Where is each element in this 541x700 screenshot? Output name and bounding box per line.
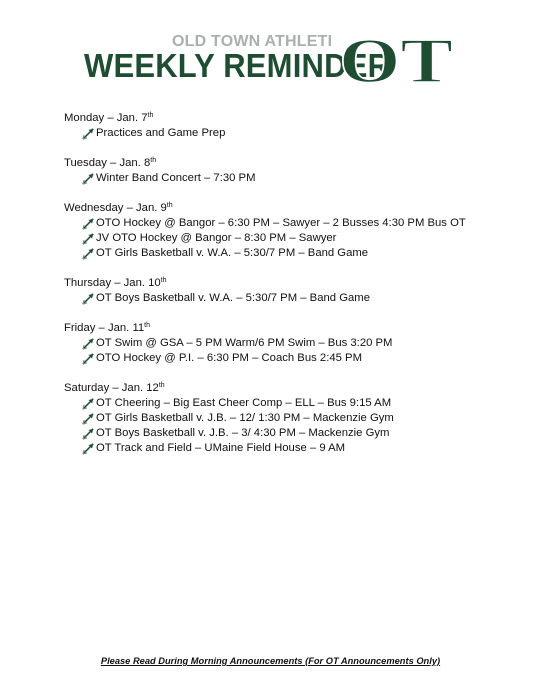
arrow-bullet-icon	[81, 396, 96, 411]
event-list	[64, 291, 524, 306]
footer-note: Please Read During Morning Announcements (For OT Announcements Only)	[100, 656, 441, 666]
page-header	[84, 30, 456, 88]
event-text: OT Girls Basketball v. J.B. – 12/ 1:30 PM – Mackenzie Gym	[96, 412, 394, 424]
event-item	[81, 231, 524, 246]
event-item	[81, 336, 524, 351]
arrow-bullet-icon	[81, 351, 96, 366]
day-block	[64, 111, 524, 141]
event-text: OT Track and Field – UMaine Field House – 9 AM	[96, 442, 346, 454]
event-text: OTO Hockey @ Bangor – 6:30 PM – Sawyer – 2 Busses 4:30 PM Bus OT	[96, 217, 466, 229]
arrow-bullet-icon	[81, 336, 96, 351]
day-label: Tuesday – Jan. 8	[64, 157, 151, 169]
event-text: OT Boys Basketball v. J.B. – 3/ 4:30 PM – Mackenzie Gym	[96, 427, 390, 439]
day-title	[64, 381, 524, 396]
event-text: OTO Hockey @ P.I. – 6:30 PM – Coach Bus 2:45 PM	[96, 352, 362, 364]
arrow-bullet-icon	[81, 411, 96, 426]
arrow-bullet-icon	[81, 246, 96, 261]
day-suffix: th	[147, 112, 154, 119]
day-title	[64, 111, 524, 126]
day-label: Friday – Jan. 11	[64, 322, 145, 334]
day-block	[64, 321, 524, 366]
event-item	[81, 126, 524, 141]
day-title	[64, 156, 524, 171]
event-item	[81, 171, 524, 186]
arrow-bullet-icon	[81, 216, 96, 231]
event-item	[81, 411, 524, 426]
arrow-bullet-icon	[81, 231, 96, 246]
day-block	[64, 381, 524, 456]
event-item	[81, 351, 524, 366]
header-subtitle: OLD TOWN ATHLETI	[172, 33, 333, 50]
event-text: Winter Band Concert – 7:30 PM	[96, 172, 256, 184]
event-item	[81, 291, 524, 306]
day-suffix: th	[166, 202, 173, 209]
schedule-list	[64, 111, 524, 471]
day-block	[64, 156, 524, 186]
event-text: Practices and Game Prep	[96, 127, 226, 139]
arrow-bullet-icon	[81, 426, 96, 441]
day-suffix: th	[150, 157, 157, 164]
event-text: OT Cheering – Big East Cheer Comp – ELL – Bus 9:15 AM	[96, 397, 392, 409]
arrow-bullet-icon	[81, 441, 96, 456]
day-title	[64, 321, 524, 336]
event-item	[81, 426, 524, 441]
event-text: OT Girls Basketball v. W.A. – 5:30/7 PM – Band Game	[96, 247, 369, 259]
event-text: OT Boys Basketball v. W.A. – 5:30/7 PM – Band Game	[96, 292, 370, 304]
event-list	[64, 216, 524, 261]
day-label: Wednesday – Jan. 9	[64, 202, 167, 214]
day-suffix: th	[158, 382, 165, 389]
event-list	[64, 171, 524, 186]
event-list	[64, 396, 524, 456]
event-item	[81, 216, 524, 231]
day-suffix: th	[160, 277, 167, 284]
day-block	[64, 276, 524, 306]
event-text: OT Swim @ GSA – 5 PM Warm/6 PM Swim – Bus 3:20 PM	[96, 337, 393, 349]
event-text: JV OTO Hockey @ Bangor – 8:30 PM – Sawyer	[96, 232, 337, 244]
event-item	[81, 396, 524, 411]
day-title	[64, 276, 524, 291]
event-list	[64, 126, 524, 141]
day-label: Saturday – Jan. 12	[64, 382, 159, 394]
arrow-bullet-icon	[81, 126, 96, 141]
event-list	[64, 336, 524, 366]
ot-logo	[337, 32, 457, 88]
event-item	[81, 441, 524, 456]
event-item	[81, 246, 524, 261]
day-block	[64, 201, 524, 261]
day-suffix: th	[144, 322, 151, 329]
day-title	[64, 201, 524, 216]
arrow-bullet-icon	[81, 171, 96, 186]
logo-text: OT	[339, 32, 453, 88]
arrow-bullet-icon	[81, 291, 96, 306]
day-label: Monday – Jan. 7	[64, 112, 148, 124]
day-label: Thursday – Jan. 10	[64, 277, 161, 289]
page-title: WEEKLY REMINDER	[84, 46, 391, 85]
